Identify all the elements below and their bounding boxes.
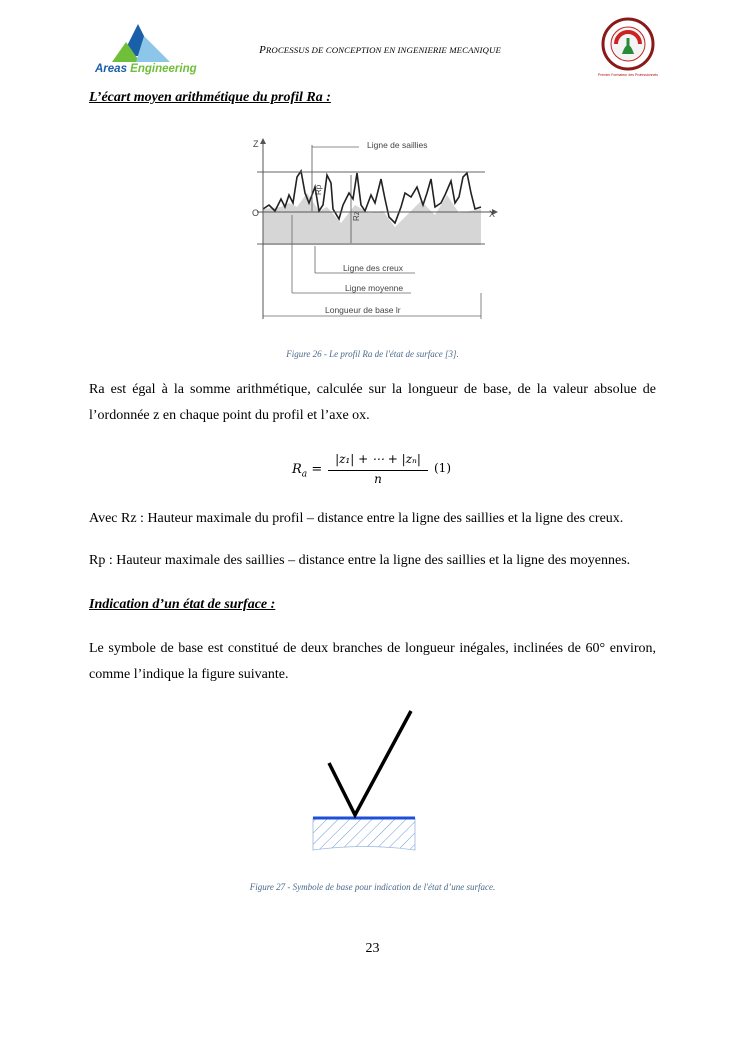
formula-numerator: |z₁| + ⋯ + |zₙ| [335, 452, 421, 466]
label-creux: Ligne des creux [343, 263, 404, 273]
areas-engineering-logo [110, 22, 176, 64]
formula-denominator: n [374, 472, 382, 486]
label-x: X [489, 209, 496, 219]
ra-formula [292, 452, 492, 492]
label-saillies: Ligne de saillies [367, 140, 428, 150]
seal-caption: Premier Formateur des Professionnels [598, 73, 658, 77]
label-rp: Rp [314, 184, 323, 195]
formula-number: (1) [434, 461, 451, 475]
symbol-paragraph: Le symbole de base est constitué de deux branches de longueur inégales, inclinées de 60° environ, comme l’indique la figure suivante. [89, 641, 656, 682]
label-rz: Rz [352, 211, 361, 221]
figure-ra-profile [245, 133, 505, 323]
figure-27-caption: Figure 27 - Symbole de base pour indication de l'état d’une surface. [249, 882, 496, 892]
label-moyenne: Ligne moyenne [345, 283, 404, 293]
heading-ra: L’écart moyen arithmétique du profil Ra : [89, 90, 331, 105]
label-z: Z [253, 139, 259, 149]
rz-definition: Avec Rz : Hauteur maximale du profil – distance entre la ligne des saillies et la ligne des creux. [89, 511, 624, 526]
label-o: O [252, 208, 260, 218]
heading-indication: Indication d’un état de surface : [89, 597, 276, 612]
symbol-branches [329, 711, 411, 815]
figure-surface-symbol [305, 705, 425, 855]
ra-definition-paragraph: Ra est égal à la somme arithmétique, calculée sur la longueur de base, de la valeur absolue de l’ordonnée z en chaque point du profil et l’axe ox. [89, 382, 656, 423]
label-base: Longueur de base lr [325, 305, 401, 315]
header-title: PROCESSUS DE CONCEPTION EN INGENIERIE MECANIQUE [259, 44, 501, 56]
page-number: 23 [365, 941, 380, 956]
rp-definition: Rp : Hauteur maximale des saillies – distance entre la ligne des saillies et la ligne des moyennes. [89, 553, 631, 568]
formula-lhs: $R_a$ = [292, 462, 323, 480]
logo-left-text: Areas Engineering [95, 63, 197, 75]
surface-material [313, 818, 415, 850]
figure-26-caption: Figure 26 - Le profil Ra de l'état de surface [3]. [286, 349, 459, 359]
institution-seal-logo [597, 16, 659, 78]
